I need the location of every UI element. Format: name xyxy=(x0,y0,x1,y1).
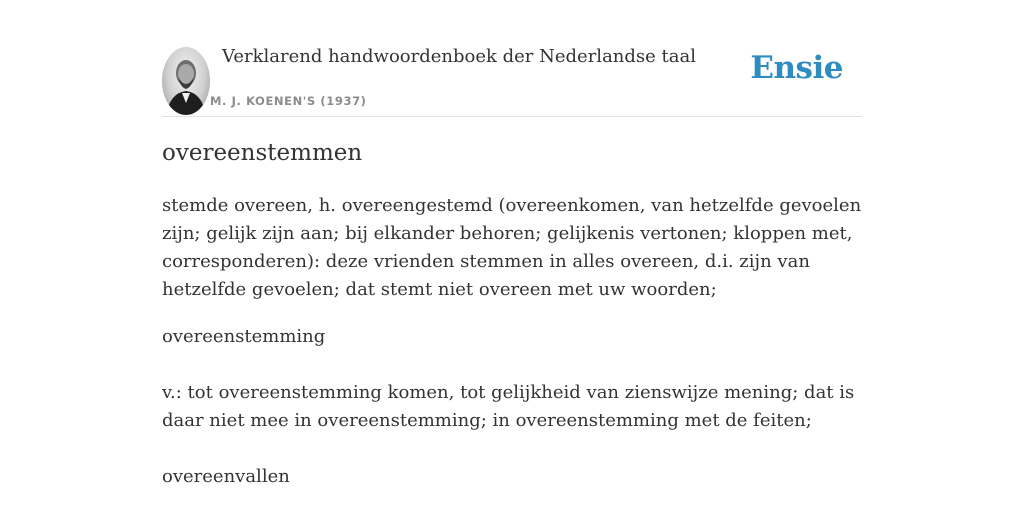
page xyxy=(162,0,862,487)
ensie-logo[interactable]: Ensie xyxy=(750,50,843,86)
entry-subword-definition: v.: tot overeenstemming komen, tot gelijkheid van zienswijze mening; dat is daar niet mee in overeenstemming; in overeenstemming met de feiten; xyxy=(162,382,855,431)
author-portrait xyxy=(162,47,210,115)
entry-next-word: overeenvallen xyxy=(162,466,290,487)
entry-subword: overeenstemming xyxy=(162,326,326,347)
entry-definition: stemde overeen, h. overeengestemd (overeenkomen, van hetzelfde gevoelen zijn; gelijk zijn aan; bij elkander behoren; gelijkenis vertonen; kloppen met, corresponderen): deze vrienden stemmen in alles overeen, d.i. zijn van hetzelfde gevoelen; dat stemt niet overeen met uw woorden; xyxy=(162,195,862,300)
author-subtitle: M. J. KOENEN'S (1937) xyxy=(210,94,367,108)
header xyxy=(162,0,862,117)
book-title[interactable]: Verklarend handwoordenboek der Nederlandse taal xyxy=(222,46,696,67)
headword: overeenstemmen xyxy=(162,140,363,166)
